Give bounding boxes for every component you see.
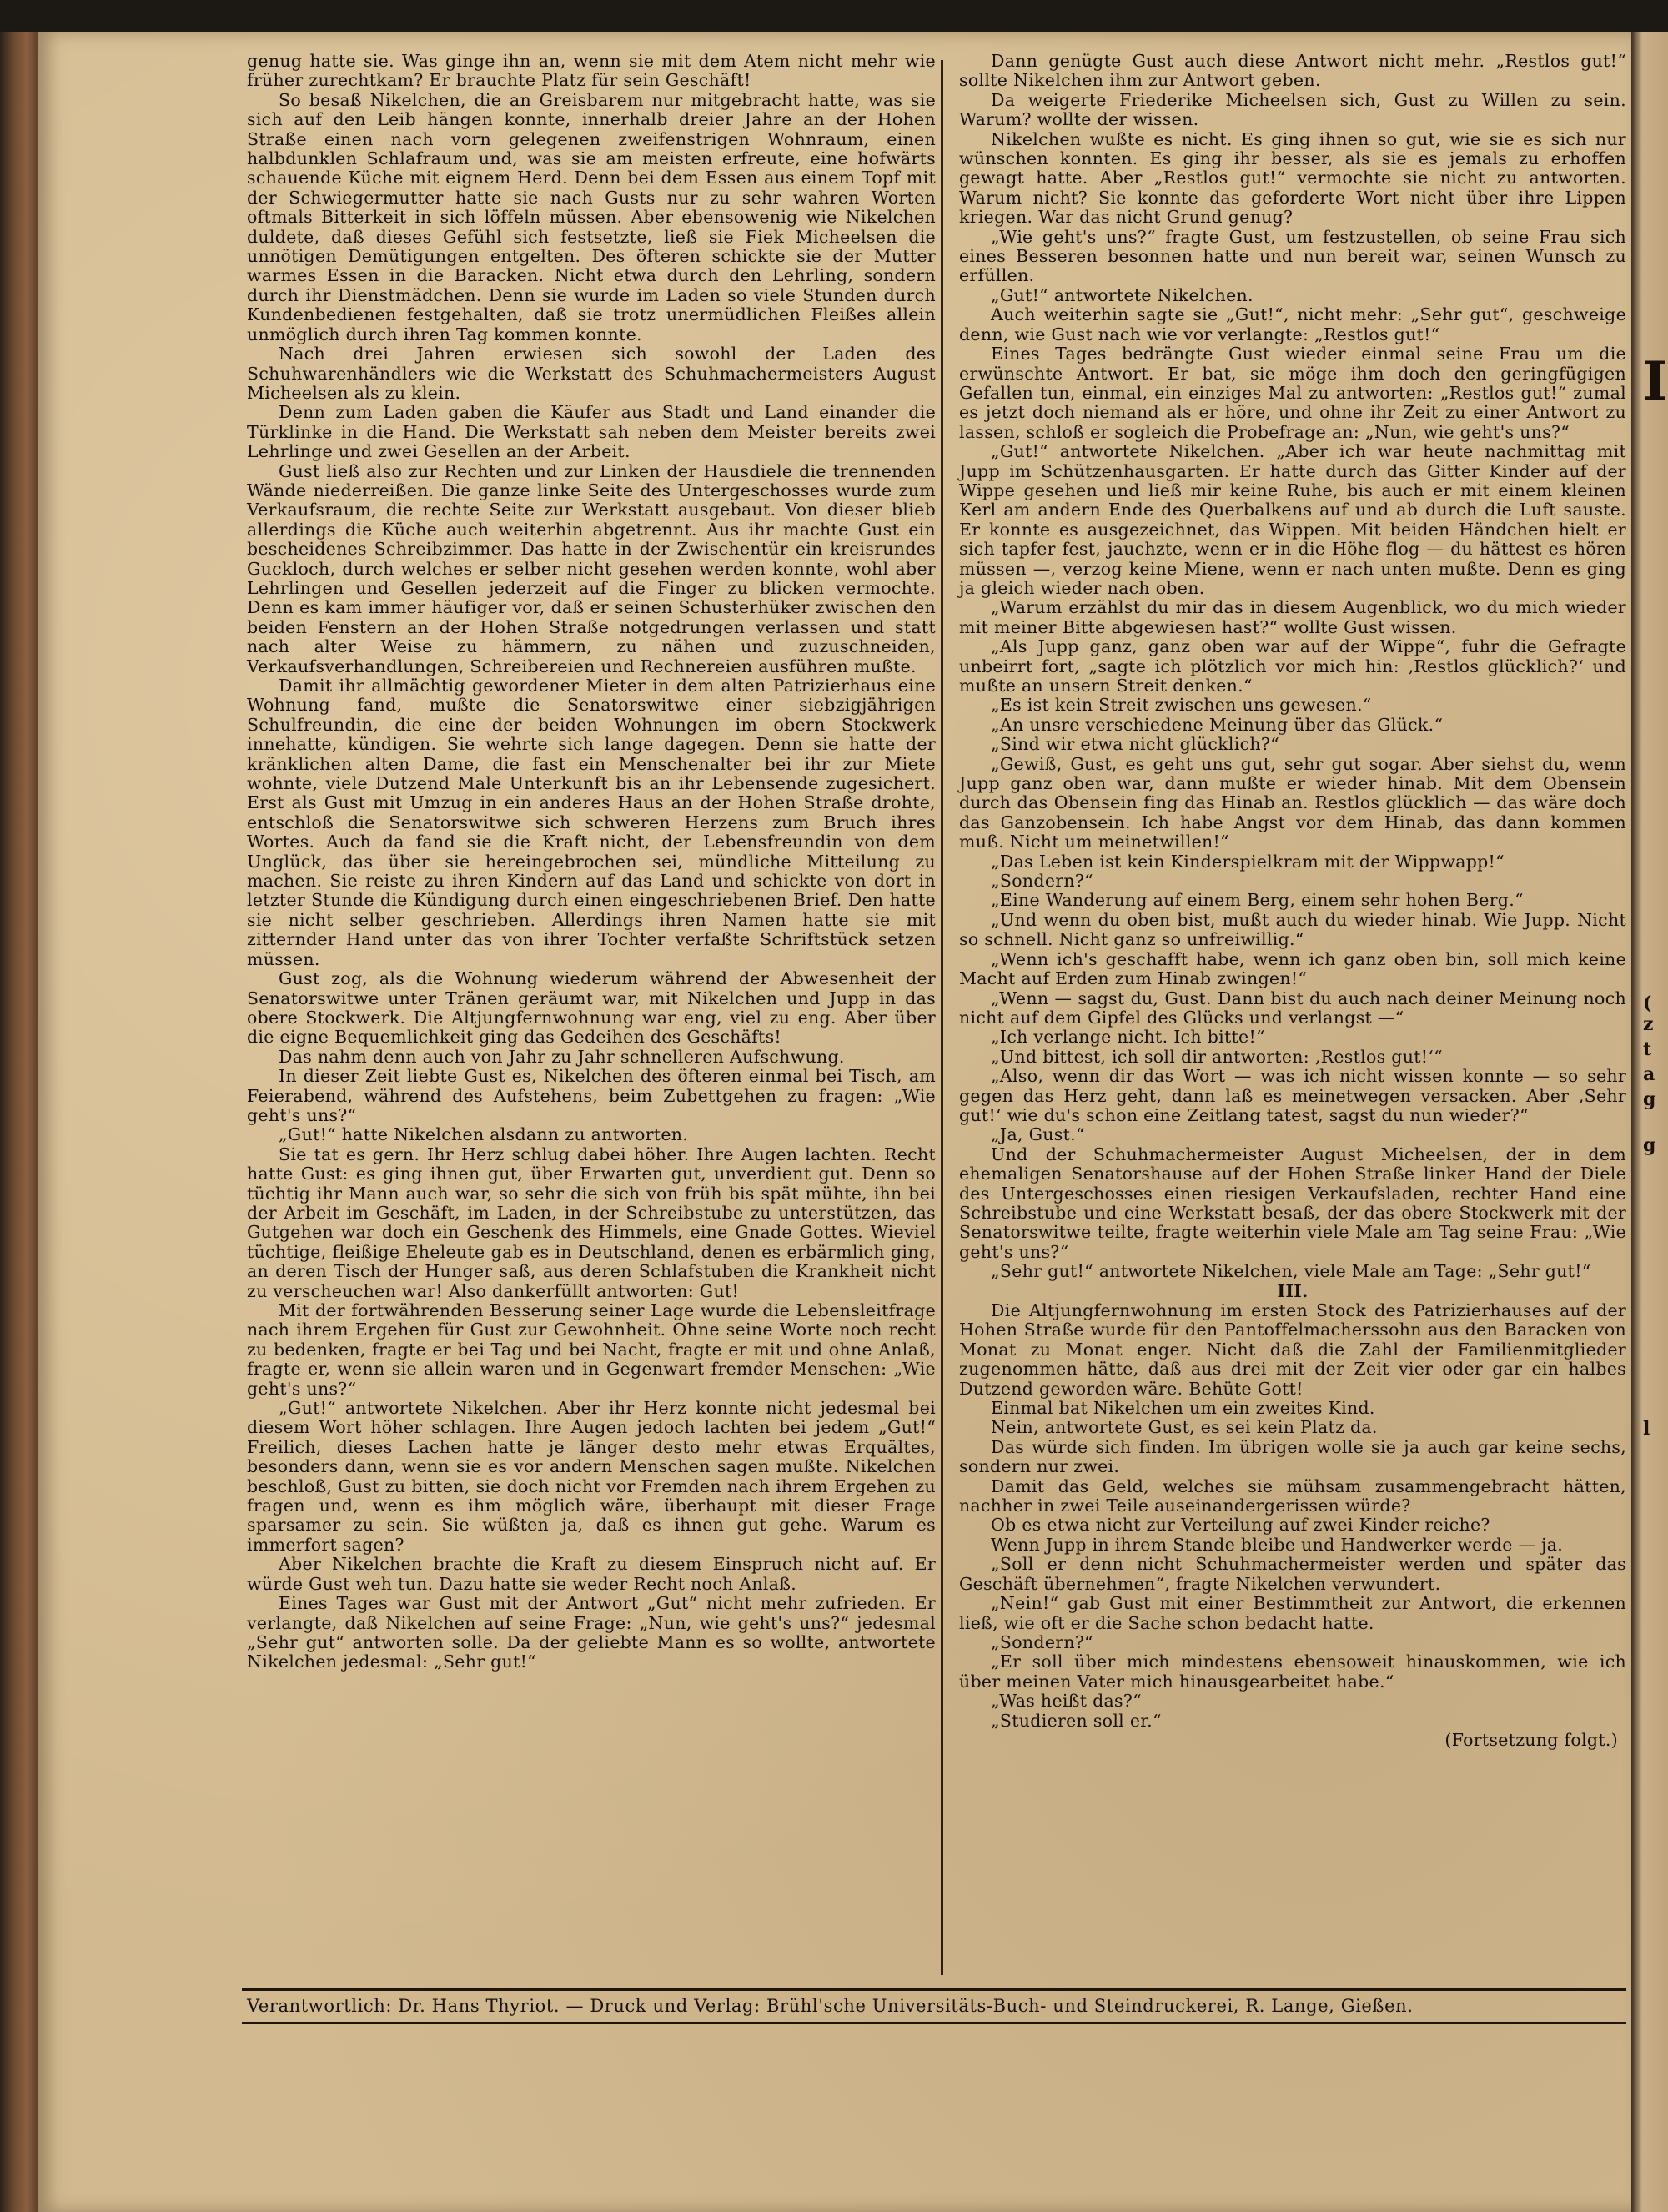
facing-page-glyph: g [1643, 1088, 1656, 1110]
section-heading: III. [1277, 1280, 1309, 1301]
paragraph: Mit der fortwährenden Besserung seiner Lage wurde die Lebensleitfrage nach ihrem Ergehen für Gust zur Gewohnheit. Ohne seine Worte noch recht zu bedenken, fragte er bei Tag und bei Nacht, fragte er mit und ohne Anlaß, fragte er, wenn sie allein waren und in Gegenwart fremder Menschen: „Wie geht's uns?“ [247, 1300, 936, 1399]
paragraph: „Sondern?“ [991, 871, 1093, 892]
facing-page-glyph: z [1643, 1013, 1654, 1035]
imprint-line: Verantwortlich: Dr. Hans Thyriot. — Druck und Verlag: Brühl'sche Universitäts-Buch- und Steindruckerei, R. Lange, Gießen. [247, 1996, 1414, 2016]
paragraph: Damit das Geld, welches sie mühsam zusammengebracht hätten, nachher in zwei Teile auseinandergerissen würde? [959, 1476, 1626, 1516]
paragraph: „Warum erzählst du mir das in diesem Augenblick, wo du mich wieder mit meiner Bitte abgewiesen hast?“ wollte Gust wissen. [959, 597, 1626, 637]
paragraph: Auch weiterhin sagte sie „Gut!“, nicht mehr: „Sehr gut“, geschweige denn, wie Gust nach wie vor verlangte: „Restlos gut!“ [959, 304, 1626, 344]
paragraph: Denn zum Laden gaben die Käufer aus Stadt und Land einander die Türklinke in die Hand. Die Werkstatt sah neben dem Meister bereits zwei Lehrlinge und zwei Gesellen an der Arbeit. [247, 402, 936, 462]
paragraph: Das würde sich finden. Im übrigen wolle sie ja auch gar keine sechs, sondern nur zwei. [959, 1436, 1626, 1477]
paragraph: „Sondern?“ [991, 1631, 1093, 1652]
paragraph: „Es ist kein Streit zwischen uns gewesen.“ [991, 695, 1372, 716]
paragraph: „Das Leben ist kein Kinderspielkram mit der Wippwapp!“ [991, 851, 1505, 872]
paragraph: genug hatte sie. Was ginge ihn an, wenn sie mit dem Atem nicht mehr wie früher zurechtkam? Er brauchte Platz für sein Geschäft! [247, 51, 936, 91]
paragraph: „Gut!“ antwortete Nikelchen. Aber ihr Herz konnte nicht jedesmal bei diesem Wort höher schlagen. Ihre Augen jedoch lachten bei jedem „Gut!“ Freilich, dieses Lachen hatte je länger desto mehr etwas Erquältes, besonders dann, wenn sie es vor andern Menschen sagen mußte. Nikelchen beschloß, Gust zu bitten, sie doch nicht vor Fremden nach ihrem Ergehen zu fragen und, wenn es ihm möglich wäre, überhaupt mit dieser Frage sparsamer zu sein. Sie wüßten ja, daß es ihnen gut gehe. Warum es immerfort sagen? [247, 1398, 936, 1555]
paragraph: Dann genügte Gust auch diese Antwort nicht mehr. „Restlos gut!“ sollte Nikelchen ihm zur Antwort geben. [959, 51, 1626, 91]
paragraph: Gust ließ also zur Rechten und zur Linken der Hausdiele die trennenden Wände niederreißen. Die ganze linke Seite des Untergeschosses wurde zum Verkaufsraum, die rechte Seite zur Werkstatt ausgebaut. Von dieser blieb allerdings die Küche auch weiterhin abgetrennt. Aus ihr machte Gust ein bescheidenes Schreibzimmer. Das hatte in der Zwischentür ein kreisrundes Guckloch, durch welches er selber nicht gesehen werden konnte, wohl aber Lehrlingen und Gesellen jederzeit auf die Finger zu blicken vermochte. Denn es kam immer häufiger vor, daß er seinen Schusterhüker zwischen den beiden Fenstern an der Hohen Straße notgedrungen verlassen und statt nach alter Weise zu hämmern, zu nähen und zuzuschneiden, Verkaufsverhandlungen, Schreibereien und Rechnereien ausführen mußte. [247, 460, 936, 676]
paragraph: „Sehr gut!“ antwortete Nikelchen, viele Male am Tage: „Sehr gut!“ [991, 1261, 1591, 1282]
paragraph: „Also, wenn dir das Wort — was ich nicht wissen konnte — so sehr gegen das Herz geht, dann laß es meinetwegen versacken. Aber ‚Sehr gut!‘ wie du's schon eine Zeitlang tatest, sagst du nun wieder?“ [959, 1066, 1626, 1125]
facing-page-glyph: ( [1643, 993, 1652, 1014]
right-text-column [959, 52, 1626, 1750]
book-binding [0, 32, 38, 2212]
paragraph: „Wie geht's uns?“ fragte Gust, um festzustellen, ob seine Frau sich eines Besseren besonnen hatte und nun bereit war, seinen Wunsch zu erfüllen. [959, 226, 1626, 286]
facing-page-glyph: I [1643, 350, 1668, 413]
paragraph: „Gewiß, Gust, es geht uns gut, sehr gut sogar. Aber siehst du, wenn Jupp ganz oben war, dann mußte er wieder hinab. Mit dem Obensein durch das Obensein fing das Hinab an. Restlos glücklich — das wäre doch das Ganzobensein. Ich habe Angst vor dem Hinab, das dann kommen muß. Nicht um meinetwillen!“ [959, 753, 1626, 852]
paragraph: Gust zog, als die Wohnung wiederum während der Abwesenheit der Senatorswitwe unter Tränen geräumt war, mit Nikelchen und Jupp in das obere Stockwerk. Die Altjungfernwohnung war eng, viel zu eng. Aber über die eigne Bequemlichkeit ging das Gedeihen des Geschäfts! [247, 968, 936, 1048]
continuation-note: (Fortsetzung folgt.) [1444, 1729, 1618, 1750]
column-divider [941, 60, 943, 1975]
paragraph: Da weigerte Friederike Micheelsen sich, Gust zu Willen zu sein. Warum? wollte der wissen. [959, 89, 1626, 130]
paragraph: „Gut!“ antwortete Nikelchen. [991, 284, 1254, 305]
paragraph: „Und bittest, ich soll dir antworten: ‚Restlos gut!‘“ [991, 1046, 1443, 1067]
paragraph: „Wenn ich's geschafft habe, wenn ich ganz oben bin, soll mich keine Macht auf Erden zum Hinab zwingen!“ [959, 948, 1626, 989]
paragraph: Sie tat es gern. Ihr Herz schlug dabei höher. Ihre Augen lachten. Recht hatte Gust: es ging ihnen gut, über Erwarten gut, unverdient gut. Denn so tüchtig ihr Mann auch war, so sehr die sich von früh bis spät mühte, ihn bei der Arbeit im Geschäft, im Laden, in der Schreibstube zu unterstützen, das Gutgehen war doch ein Geschenk des Himmels, eine Gnade Gottes. Wieviel tüchtige, fleißige Eheleute gab es in Deutschland, denen es erbärmlich ging, an deren Tisch der Hunger saß, aus deren Schlafstuben die Krankheit nicht zu verscheuchen war! Also dankerfüllt antworten: Gut! [247, 1144, 936, 1301]
facing-page-glyph: l [1643, 1418, 1650, 1440]
paragraph: Eines Tages war Gust mit der Antwort „Gut“ nicht mehr zufrieden. Er verlangte, daß Nikelchen auf seine Frage: „Nun, wie geht's uns?“ jedesmal „Sehr gut“ antworten solle. Da der geliebte Mann es so wollte, antwortete Nikelchen jedesmal: „Sehr gut!“ [247, 1593, 936, 1672]
paragraph: „Soll er denn nicht Schuhmachermeister werden und später das Geschäft übernehmen“, fragte Nikelchen verwundert. [959, 1554, 1626, 1594]
paragraph: „Sind wir etwa nicht glücklich?“ [991, 734, 1279, 755]
footer-rule-bottom [242, 2022, 1626, 2024]
paragraph: „Ich verlange nicht. Ich bitte!“ [991, 1027, 1265, 1048]
paragraph: In dieser Zeit liebte Gust es, Nikelchen des öfteren einmal bei Tisch, am Feierabend, während des Aufstehens, beim Zubettgehen zu fragen: „Wie geht's uns?“ [247, 1066, 936, 1125]
paragraph: „Was heißt das?“ [991, 1691, 1142, 1712]
paragraph: Nach drei Jahren erwiesen sich sowohl der Laden des Schuhwarenhändlers wie die Werkstatt des Schuhmachermeisters August Micheelsen als zu klein. [247, 344, 936, 403]
paragraph: Eines Tages bedrängte Gust wieder einmal seine Frau um die erwünschte Antwort. Er bat, sie möge ihm doch den geringfügigen Gefallen tun, einmal, ein einziges Mal zu antworten: „Restlos gut!“ zumal es jetzt doch niemand als er höre, und ohne ihr Zeit zu einer Antwort zu lassen, schloß er sogleich die Probefrage an: „Nun, wie geht's uns?“ [959, 344, 1626, 442]
paragraph: „Als Jupp ganz, ganz oben war auf der Wippe“, fuhr die Gefragte unbeirrt fort, „sagte ich plötzlich vor mich hin: ‚Restlos glücklich?‘ und mußte an unsern Streit denken.“ [959, 636, 1626, 696]
paragraph: Nein, antwortete Gust, es sei kein Platz da. [991, 1417, 1378, 1438]
facing-page-glyph: a [1643, 1063, 1655, 1085]
paragraph: Einmal bat Nikelchen um ein zweites Kind. [991, 1398, 1375, 1419]
paragraph: Aber Nikelchen brachte die Kraft zu diesem Einspruch nicht auf. Er würde Gust weh tun. Dazu hatte sie weder Recht noch Anlaß. [247, 1554, 936, 1594]
footer-rule-top [242, 1988, 1626, 1991]
paragraph: „Studieren soll er.“ [991, 1710, 1162, 1731]
paragraph: „Ja, Gust.“ [991, 1124, 1085, 1145]
left-text-column [247, 52, 936, 1672]
paragraph: So besaß Nikelchen, die an Greisbarem nur mitgebracht hatte, was sie sich auf den Leib hängen konnte, innerhalb dreier Jahre an der Hohen Straße einen nach vorn gelegenen zweifenstrigen Wohnraum, einen halbdunklen Schlafraum und, was sie am meisten erfreute, eine hofwärts schauende Küche mit eignem Herd. Denn bei dem Essen aus einem Topf mit der Schwiegermutter hatte sie nach Gusts nur zu sehr wahren Worten oftmals Bitterkeit in sich löffeln müssen. Aber ebensowenig wie Nikelchen duldete, daß dieses Gefühl sich festsetzte, ließ sie Fiek Micheelsen die unnötigen Demütigungen entgelten. Des öfteren schickte sie der Mutter warmes Essen in die Baracken. Nicht etwa durch den Lehrling, sondern durch ihr Dienstmädchen. Denn sie wurde im Laden so viele Stunden durch Kundenbedienen festgehalten, daß sie trotz unermüdlichen Fleißes allein unmöglich durch ihren Tag kommen konnte. [247, 89, 936, 344]
paragraph: Wenn Jupp in ihrem Stande bleibe und Handwerker werde — ja. [991, 1534, 1564, 1555]
paragraph: „Wenn — sagst du, Gust. Dann bist du auch nach deiner Meinung noch nicht auf dem Gipfel des Glücks und verlangst —“ [959, 988, 1626, 1028]
paragraph: Damit ihr allmächtig gewordener Mieter in dem alten Patrizierhaus eine Wohnung fand, mußte die Senatorswitwe einer siebzigjährigen Schulfreundin, die eine der beiden Wohnungen im obern Stockwerk innehatte, kündigen. Sie wehrte sich lange dagegen. Denn sie hatte der kränklichen alten Dame, die fast ein Menschenalter bei ihr zur Miete wohnte, viele Dutzend Male Unterkunft bis an ihr Lebensende zugesichert. Erst als Gust mit Umzug in ein anderes Haus an der Hohen Straße drohte, entschloß die Senatorswitwe sich schweren Herzens zum Bruch ihres Wortes. Auch da fand sie die Kraft nicht, der Lebensfreundin von dem Unglück, das über sie hereingebrochen sei, mündliche Mitteilung zu machen. Sie reiste zu ihren Kindern auf das Land und schickte von dort in letzter Stunde die Kündigung durch einen eingeschriebenen Brief. Den hatte sie nicht selber geschrieben. Allerdings ihren Namen hatte sie mit zitternder Hand unter das von ihrer Tochter verfaßte Schriftstück setzen müssen. [247, 676, 936, 969]
paragraph: „Und wenn du oben bist, mußt auch du wieder hinab. Wie Jupp. Nicht so schnell. Nicht ganz so unfreiwillig.“ [959, 909, 1626, 950]
paragraph: Die Altjungfernwohnung im ersten Stock des Patrizierhauses auf der Hohen Straße wurde für den Pantoffelmacherssohn aus den Baracken von Monat zu Monat enger. Nicht daß die Zahl der Familienmitglieder zugenommen hätte, daß aus drei mit der Zeit vier oder gar ein halbes Dutzend geworden wäre. Behüte Gott! [959, 1300, 1626, 1399]
paragraph: „Nein!“ gab Gust mit einer Bestimmtheit zur Antwort, die erkennen ließ, wie oft er die Sache schon bedacht hatte. [959, 1593, 1626, 1633]
paragraph: Das nahm denn auch von Jahr zu Jahr schnelleren Aufschwung. [279, 1046, 845, 1067]
paragraph: „Er soll über mich mindestens ebensoweit hinauskommen, wie ich über meinen Vater mich hinausgearbeitet habe.“ [959, 1651, 1626, 1692]
paragraph: „Eine Wanderung auf einem Berg, einem sehr hohen Berg.“ [991, 890, 1524, 911]
paragraph: „Gut!“ hatte Nikelchen alsdann zu antworten. [279, 1124, 689, 1145]
facing-page-glyph: t [1643, 1038, 1652, 1060]
paragraph: Ob es etwa nicht zur Verteilung auf zwei Kinder reiche? [991, 1515, 1490, 1536]
paragraph: Nikelchen wußte es nicht. Es ging ihnen so gut, wie sie es sich nur wünschen konnten. Es ging ihr besser, als sie es jemals zu erhoffen gewagt hatte. Aber „Restlos gut!“ vermochte sie nicht zu antworten. Warum nicht? Sie konnte das geforderte Wort nicht über ihre Lippen kriegen. War das nicht Grund genug? [959, 128, 1626, 228]
paragraph: „Gut!“ antwortete Nikelchen. „Aber ich war heute nachmittag mit Jupp im Schützenhausgarten. Er hatte durch das Gitter Kinder auf der Wippe gesehen und ließ mir keine Ruhe, bis auch er mit einem kleinen Kerl am andern Ende des Querbalkens auf und ab durch die Luft sauste. Er konnte es ausgezeichnet, das Wippen. Mit beiden Händchen hielt er sich tapfer fest, jauchzte, wenn er in die Höhe flog — du hättest es hören müssen —, verzog keine Miene, wenn er nach unten mußte. Denn es ging ja gleich wieder nach oben. [959, 441, 1626, 598]
facing-page-glyph: g [1643, 1134, 1656, 1156]
paragraph: „An unsre verschiedene Meinung über das Glück.“ [991, 714, 1444, 735]
paragraph: Und der Schuhmachermeister August Micheelsen, der in dem ehemaligen Senatorshause auf der Hohen Straße linker Hand der Diele des Untergeschosses einen riesigen Verkaufsladen, rechter Hand eine Schreibstube und eine Werkstatt besaß, der das obere Stockwerk mit der Senatorswitwe teilte, fragte weiterhin viele Male am Tag seine Frau: „Wie geht's uns?“ [959, 1144, 1626, 1262]
